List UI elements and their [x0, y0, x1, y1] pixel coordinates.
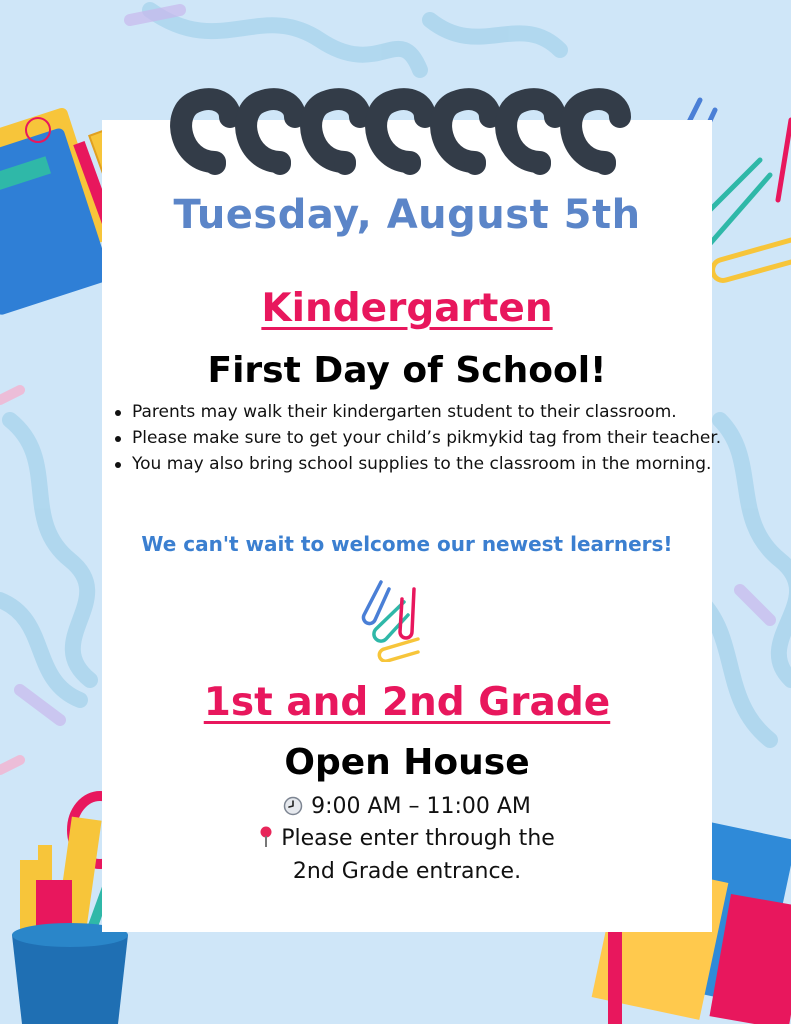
event-date: Tuesday, August 5th: [173, 192, 641, 238]
event-time: 9:00 AM – 11:00 AM: [311, 794, 531, 819]
open-house-subheading: Open House: [284, 742, 530, 783]
entrance-line-2: 2nd Grade entrance.: [292, 859, 522, 884]
clock-icon: [283, 796, 303, 816]
list-item: Parents may walk their kindergarten student to their classroom.: [132, 400, 732, 424]
time-line: [102, 794, 712, 819]
list-item: You may also bring school supplies to the classroom in the morning.: [132, 452, 732, 476]
entrance-text: Please enter through the: [281, 826, 555, 851]
spiral-binding: [160, 82, 640, 192]
grades-heading: 1st and 2nd Grade: [203, 680, 611, 725]
entrance-line-1: [102, 826, 712, 851]
list-item: Please make sure to get your child’s pikmykid tag from their teacher.: [132, 426, 732, 450]
welcome-tagline: We can't wait to welcome our newest learners!: [141, 532, 673, 556]
kindergarten-bullet-list: [112, 400, 732, 478]
kindergarten-subheading: First Day of School!: [207, 350, 607, 391]
kindergarten-heading: Kindergarten: [261, 286, 553, 331]
pin-icon: [259, 826, 273, 848]
paperclip-icon: [356, 577, 436, 662]
